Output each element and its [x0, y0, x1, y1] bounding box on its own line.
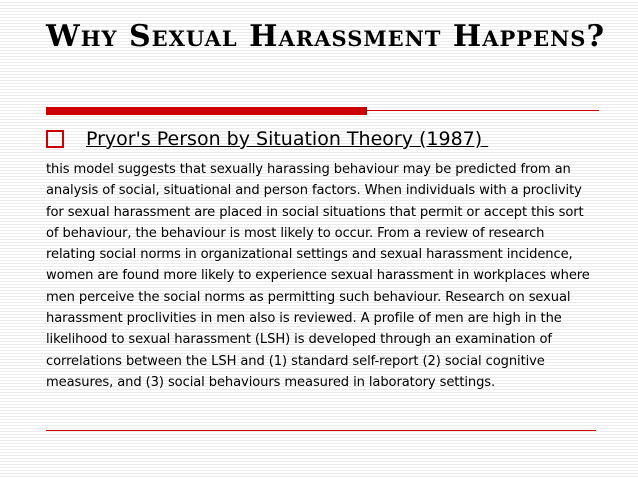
title-underline-thick: [46, 107, 367, 115]
bottom-rule: [46, 430, 596, 431]
checkbox-outline-icon: [46, 130, 64, 148]
subheading-row: [46, 124, 488, 154]
title-underline-thin: [367, 110, 599, 111]
body-paragraph: this model suggests that sexually harassing behaviour may be predicted from an analysis of social, situational and person factors. When individuals with a proclivity for sexual harassment are placed in social situations that permit or accept this sort of behaviour, the behaviour is most likely to occur. From a review of research relating social norms in organizational settings and sexual harassment incidence, women are found more likely to experience sexual harassment in workplaces where men perceive the social norms as permitting such behaviour. Research on sexual harassment proclivities in men also is reviewed. A profile of men are high in the likelihood to sexual harassment (LSH) is developed through an examination of correlations between the LSH and (1) standard self-report (2) social cognitive measures, and (3) social behaviours measured in laboratory settings.: [46, 162, 590, 390]
subheading: Pryor's Person by Situation Theory (1987): [86, 128, 489, 150]
slide-title: Why Sexual Harassment Happens?: [46, 19, 606, 54]
